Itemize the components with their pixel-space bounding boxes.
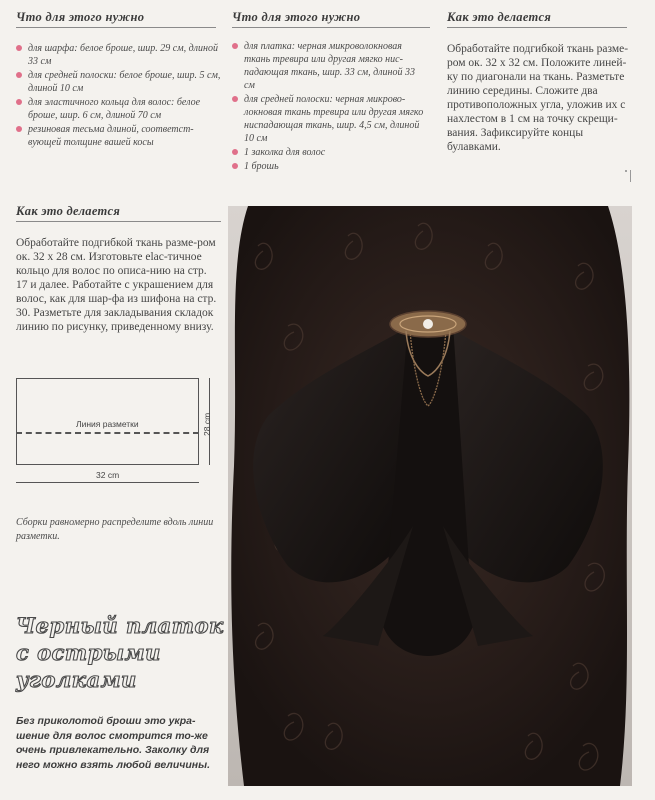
page-title — [16, 612, 224, 693]
bullet-icon — [232, 163, 238, 169]
list-item: для средней полоски: белое броше, шир. 5 см, длиной 10 см — [16, 69, 221, 95]
fold-diagram — [16, 378, 221, 490]
width-label: 32 cm — [96, 470, 120, 480]
height-label: 28 cm — [202, 412, 212, 436]
bullet-icon — [232, 96, 238, 102]
materials-list-1 — [16, 42, 221, 150]
list-item: резиновая тесьма длиной, соответст-вующей толщине вашей косы — [16, 123, 221, 149]
diagram-caption: Сборки равномерно распределите вдоль линии разметки. — [16, 517, 214, 542]
bullet-icon — [232, 149, 238, 155]
bullet-icon — [16, 126, 22, 132]
list-item: для шарфа: белое броше, шир. 29 см, длиной 33 см — [16, 42, 221, 68]
materials-list-2 — [232, 40, 427, 174]
materials-heading-2: Что для этого нужно — [232, 10, 430, 28]
list-item: для эластичного кольца для волос: белое броше, шир. 6 см, длиной 70 см — [16, 96, 221, 122]
title-line-3: уголками — [16, 667, 137, 692]
howto-heading-1: Как это делается — [447, 10, 627, 28]
list-item: 1 брошь — [232, 160, 427, 173]
howto-text-1: Обработайте подгибкой ткань разме-ром ок. 32 х 32 см. Положите линей-ку по диагонали на ткань. Разметьте линию середины. Сложите два противоположных угла, уложив их с нахлестом в 1 см на точку скрещи-вания. Зафиксируйте концы булавками. — [447, 43, 629, 153]
title-line-1: Черный платок — [16, 613, 224, 638]
marking-line-label: Линия разметки — [76, 419, 139, 429]
page-mark — [625, 170, 627, 172]
howto-text-2: Обработайте подгибкой ткань разме-ром ок. 32 х 28 см. Изготовьте elaс-тичное кольцо для волос по описа-нию на стр. 17 и далее. Работайте с украшением для волос, как для шар-фа из шифона на стр. 30. Разметьте для закладывания складок линию по рисунку, приведенному внизу. — [16, 237, 217, 333]
bullet-icon — [16, 45, 22, 51]
bullet-icon — [232, 43, 238, 49]
bullet-icon — [16, 72, 22, 78]
bullet-icon — [16, 99, 22, 105]
howto-heading-2: Как это делается — [16, 204, 221, 222]
list-item: для средней полоски: черная микрово-локновая ткань тревира или другая мягко ниспадающая ткань, шир. 4,5 см, длиной 10 см — [232, 93, 427, 145]
photo-illustration — [228, 206, 632, 786]
lead-text: Без приколотой броши это укра-шение для волос смотрится то-же очень привлекательно. Заколку для него можно взять любой величины. — [16, 715, 211, 771]
materials-heading-1: Что для этого нужно — [16, 10, 216, 28]
hair-accessory-photo — [228, 206, 632, 786]
marking-line — [16, 432, 199, 434]
width-dimension-line — [16, 482, 199, 483]
title-line-2: с острыми — [16, 640, 161, 665]
list-item: для платка: черная микроволокновая ткань тревира или другая мягко нис-падающая ткань, шир. 33 см, длиной 33 см — [232, 40, 427, 92]
list-item: 1 заколка для волос — [232, 146, 427, 159]
page-mark — [630, 170, 631, 182]
